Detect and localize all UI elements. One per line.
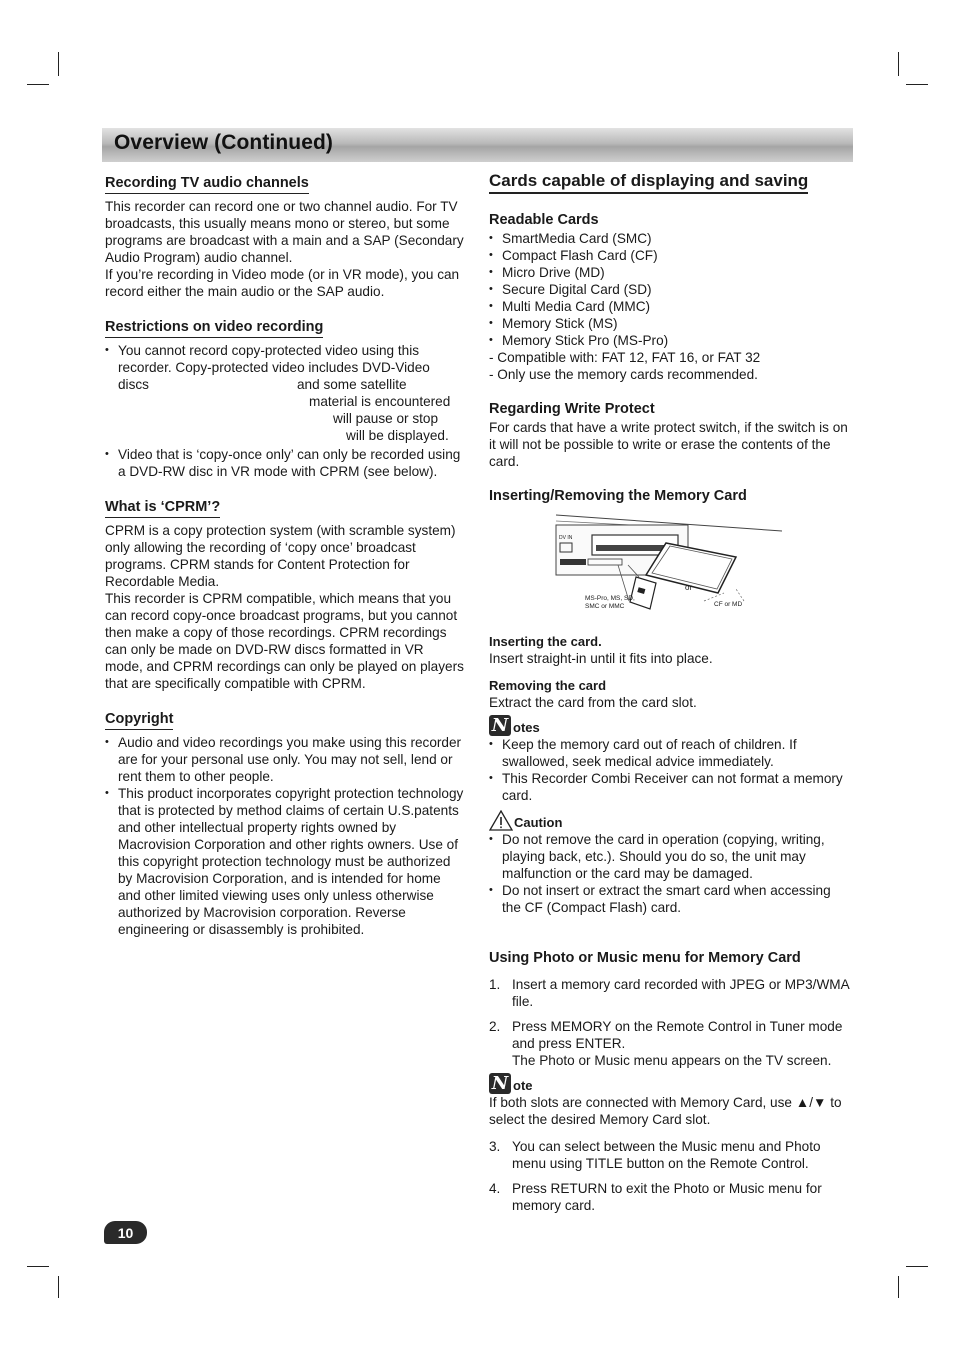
memory-card-illustration [554,511,784,623]
step-item: 3. You can select between the Music menu and Photo menu using TITLE button on the Remote Control. [489,1139,821,1171]
label-small-cards: MS-Pro, MS, SD, SMC or MMC [585,595,635,610]
right-column [489,172,853,1222]
section-cprm [105,498,465,692]
list-item: • Secure Digital Card (SD) [489,281,853,298]
crop-mark [898,52,899,76]
step-subtext: The Photo or Music menu appears on the TV screen. [512,1053,832,1068]
page-title: Overview (Continued) [114,131,334,154]
label-dv-in: DV IN [559,535,573,541]
section-copyright [105,710,465,938]
section-caution [489,810,853,916]
text-line: will be displayed. [346,428,449,443]
label-cf-md: CF or MD [714,601,743,608]
caution-header [489,810,853,831]
subsection-heading: Using Photo or Music menu for Memory Card [489,950,801,966]
bullet-list [105,342,465,480]
paragraph: This recorder is CPRM compatible, which means that you can record copy-once broadcast programs, but you cannot then make a copy of those recordings. CPRM recordings can only be made on DVD-RW discs formatted in VR mode, and CPRM recordings can only be played on players that are specifically compatible with CPRM. [105,591,464,691]
paragraph: If you’re recording in Video mode (or in VR mode), you can record either the main audio or the SAP audio. [105,267,460,299]
paragraph: Insert straight-in until it fits into place. [489,651,713,666]
paragraph: This recorder can record one or two channel audio. For TV broadcasts, this usually means mono or stereo, but some programs are broadcast with a main and a SAP (Secondary Audio Program) audio channel. [105,199,464,265]
crop-mark [27,84,49,85]
steps-list-b [489,1138,853,1214]
section-heading: What is ‘CPRM’? [105,499,220,518]
label-or: or [685,583,693,592]
text-line: discs and some satellite [118,377,407,392]
crop-mark [906,1266,928,1267]
notes-header [489,715,853,736]
paragraph: For cards that have a write protect switch, if the switch is on it will not be possible to write or erase the contents of the card. [489,420,848,469]
step-item: 1. Insert a memory card recorded with JPEG or MP3/WMA file. [489,977,849,1009]
list-item [105,342,465,444]
paragraph: Extract the card from the card slot. [489,695,697,710]
crop-mark [906,84,928,85]
section-photo-music [489,950,853,1214]
notes-list [489,736,853,804]
crop-mark [58,52,59,76]
steps-list-a [489,976,853,1069]
note-header [489,1073,853,1094]
list-item: • Multi Media Card (MMC) [489,298,853,315]
section-heading: Recording TV audio channels [105,175,309,194]
paragraph: CPRM is a copy protection system (with scramble system) only allowing the recording of ‘copy once’ broadcast programs. CPRM stands for Content Protection for Recordable Media. [105,523,456,589]
section-heading: Restrictions on video recording [105,319,323,338]
section-recording-tv-audio [105,174,465,300]
list-item: • Micro Drive (MD) [489,264,853,281]
text-line: recorder. Copy-protected video includes DVD-Video [118,360,430,375]
section-write-protect [489,401,853,470]
section-heading-cards: Cards capable of displaying and saving [489,172,808,194]
bullet-list [105,734,465,938]
page-number: 10 [104,1221,147,1244]
text-line: will pause or stop [333,411,439,426]
left-column [105,174,465,938]
crop-mark [27,1266,49,1267]
note-text: If both slots are connected with Memory Card, use ▲/▼ to select the desired Memory Card slot. [489,1095,842,1127]
list-item: • This product incorporates copyright protection technology that is protected by method claims of certain U.S.patents and other intellectual property rights owned by Macrovision Corporation and other rights owners. Use of this copyright protection technology must be authorized by Macrovision Corporation, and is intended for home and other limited viewing uses only unless otherwise authorized by Macrovision corporation. Reverse engineering or disassembly is prohibited. [105,785,465,938]
step-item: 4. Press RETURN to exit the Photo or Music menu for memory card. [489,1181,822,1213]
subsection-heading: Regarding Write Protect [489,401,655,417]
list-item: • Compact Flash Card (CF) [489,247,853,264]
list-item: • Memory Stick Pro (MS-Pro) [489,332,853,349]
list-item: • This Recorder Combi Receiver can not format a memory card. [489,770,853,804]
list-item: • Audio and video recordings you make using this recorder are for your personal use only. You may not sell, lend or rent them to other people. [105,734,465,785]
text-line: • You cannot record copy-protected video using this [118,343,420,358]
warning-triangle-icon [489,810,513,831]
inserting-title: Inserting the card. [489,634,602,649]
caution-list [489,831,853,916]
list-item: • Keep the memory card out of reach of children. If swallowed, seek medical advice immediately. [489,736,853,770]
notes-label: otes [513,720,540,735]
list-item: • Do not remove the card in operation (copying, writing, playing back, etc.). Should you do so, the unit may malfunction or the card may be damaged. [489,831,853,882]
list-item: • Do not insert or extract the smart card when accessing the CF (Compact Flash) card. [489,882,853,916]
list-item: • SmartMedia Card (SMC) [489,230,853,247]
section-insert-remove [489,488,853,711]
section-heading: Copyright [105,711,173,730]
section-readable-cards [489,212,853,383]
note-icon: N [489,715,511,736]
text-line: material is encountered [309,394,451,409]
compat-note: - Compatible with: FAT 12, FAT 16, or FAT 32 [489,350,761,365]
section-restrictions [105,318,465,480]
caution-label: Caution [514,815,563,830]
crop-mark [898,1276,899,1298]
crop-mark [58,1276,59,1298]
compat-note: - Only use the memory cards recommended. [489,367,758,382]
subsection-heading: Inserting/Removing the Memory Card [489,488,747,504]
removing-title: Removing the card [489,678,607,693]
note-icon: N [489,1073,511,1094]
note-label: ote [513,1078,533,1093]
list-item: • Video that is ‘copy-once only’ can only be recorded using a DVD-RW disc in VR mode with CPRM (see below). [105,446,465,480]
subsection-heading: Readable Cards [489,212,599,228]
section-notes [489,715,853,804]
step-item: 2. Press MEMORY on the Remote Control in Tuner mode and press ENTER. The Photo or Music menu appears on the TV screen. [489,1018,853,1069]
title-bar [102,128,853,162]
list-item: • Memory Stick (MS) [489,315,853,332]
readable-cards-list [489,230,853,349]
